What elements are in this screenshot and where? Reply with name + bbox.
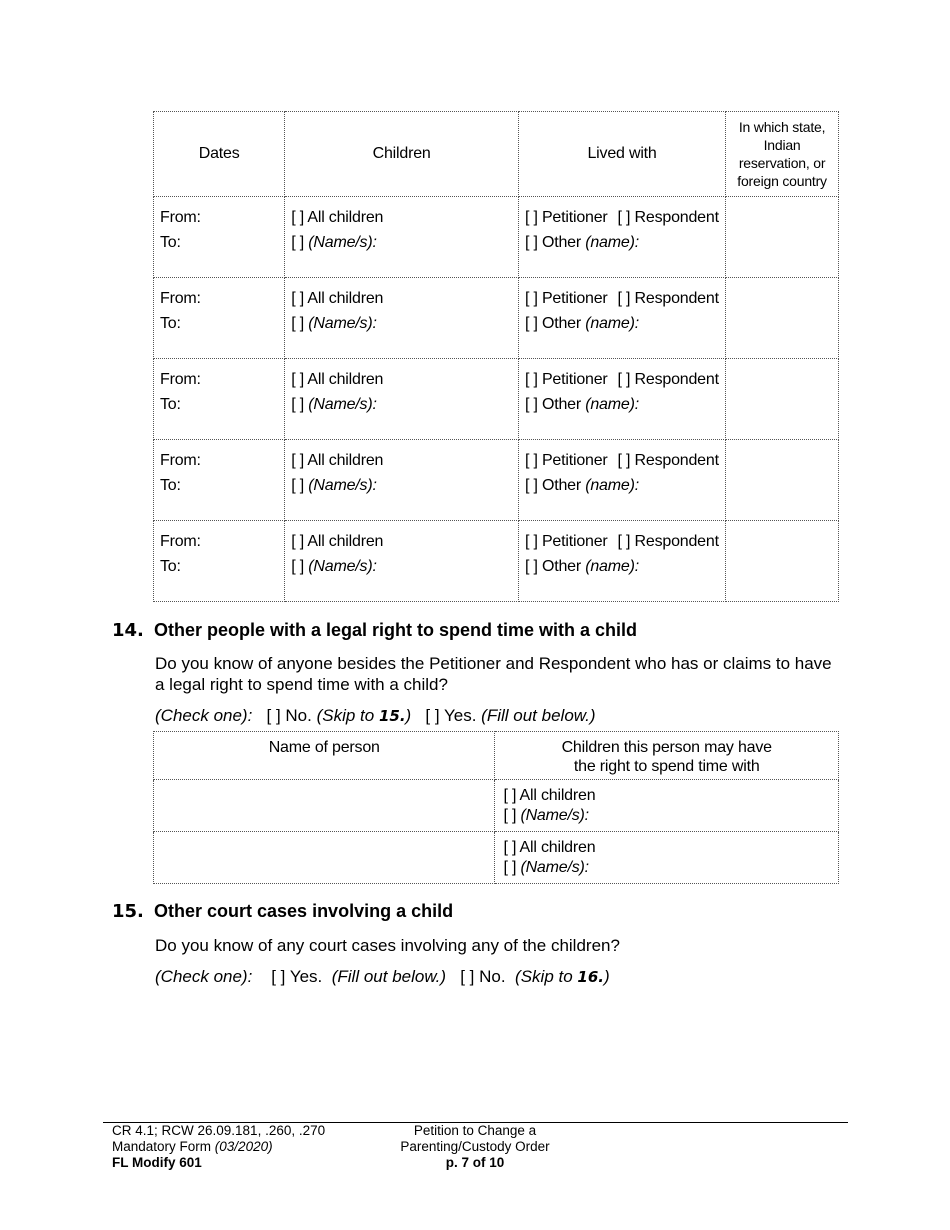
names-checkbox[interactable]: [ ] <box>503 859 517 876</box>
other-name-label: (name): <box>585 234 639 251</box>
fill-out-label: (Fill out below.) <box>481 706 596 725</box>
other-name-label: (name): <box>585 477 639 494</box>
footer-form-id: FL Modify 601 <box>112 1155 202 1170</box>
state-cell[interactable] <box>726 197 839 278</box>
lived-with-cell <box>518 440 725 521</box>
state-cell[interactable] <box>726 521 839 602</box>
from-label: From: <box>160 209 201 226</box>
section-15-heading <box>112 901 453 922</box>
state-cell[interactable] <box>726 440 839 521</box>
children-cell <box>285 278 519 359</box>
section-14-number: 14. <box>112 620 144 641</box>
children-cell <box>285 359 519 440</box>
other-name-label: (name): <box>585 315 639 332</box>
header-lived-with: Lived with <box>518 112 725 197</box>
children-cell <box>495 832 839 884</box>
dates-cell[interactable] <box>154 521 285 602</box>
names-checkbox[interactable]: [ ] <box>503 807 517 824</box>
skip-text: (Skip to <box>515 967 573 986</box>
respondent-checkbox[interactable]: [ ] Respondent <box>617 533 719 550</box>
check-one-label: (Check one): <box>155 706 253 725</box>
dates-cell[interactable] <box>154 197 285 278</box>
header-dates: Dates <box>154 112 285 197</box>
petitioner-checkbox[interactable]: [ ] Petitioner <box>524 533 608 550</box>
no-checkbox[interactable]: [ ] No. <box>460 967 506 986</box>
table-row <box>154 197 839 278</box>
header-children: Children <box>285 112 519 197</box>
skip-close: ) <box>405 706 412 725</box>
dates-cell[interactable] <box>154 359 285 440</box>
all-children-checkbox[interactable]: [ ] All children <box>503 839 596 856</box>
other-checkbox[interactable]: [ ] Other <box>524 234 581 251</box>
person-name-cell[interactable] <box>154 780 495 832</box>
names-checkbox[interactable]: [ ] <box>291 234 305 251</box>
table-row <box>154 278 839 359</box>
footer-page-number: p. 7 of 10 <box>445 1155 505 1170</box>
footer-center <box>385 1123 565 1171</box>
footer-statute: CR 4.1; RCW 26.09.181, .260, .270 <box>112 1123 326 1138</box>
respondent-checkbox[interactable]: [ ] Respondent <box>617 371 719 388</box>
state-cell[interactable] <box>726 278 839 359</box>
footer-title-line2: Parenting/Custody Order <box>400 1139 550 1154</box>
yes-checkbox[interactable]: [ ] Yes. <box>271 967 323 986</box>
names-label: (Name/s): <box>308 558 377 575</box>
names-label: (Name/s): <box>308 234 377 251</box>
other-checkbox[interactable]: [ ] Other <box>524 315 581 332</box>
header-name-of-person: Name of person <box>154 732 495 780</box>
children-cell <box>285 440 519 521</box>
skip-number: 16. <box>577 968 604 986</box>
section-15-title: Other court cases involving a child <box>154 901 454 921</box>
petitioner-checkbox[interactable]: [ ] Petitioner <box>524 371 608 388</box>
to-label: To: <box>160 477 181 494</box>
to-label: To: <box>160 558 181 575</box>
table-row <box>154 521 839 602</box>
fill-out-label: (Fill out below.) <box>331 967 447 986</box>
respondent-checkbox[interactable]: [ ] Respondent <box>617 209 719 226</box>
person-name-cell[interactable] <box>154 832 495 884</box>
names-label: (Name/s): <box>308 396 377 413</box>
petitioner-checkbox[interactable]: [ ] Petitioner <box>524 290 608 307</box>
section-15-number: 15. <box>112 901 144 922</box>
section-14-check-line <box>155 705 845 727</box>
skip-text: (Skip to <box>316 706 375 725</box>
header-children-line1: Children this person may have <box>561 739 772 756</box>
section-14-question: Do you know of anyone besides the Petitioner and Respondent who has or claims to have a legal right to spend time with a child? <box>155 654 832 694</box>
footer-mandatory <box>112 1139 325 1155</box>
names-checkbox[interactable]: [ ] <box>291 477 305 494</box>
footer-mandatory-label: Mandatory Form <box>112 1139 212 1154</box>
dates-cell[interactable] <box>154 440 285 521</box>
header-children-line2: the right to spend time with <box>573 758 760 775</box>
all-children-checkbox[interactable]: [ ] All children <box>291 533 384 550</box>
all-children-checkbox[interactable]: [ ] All children <box>291 290 384 307</box>
names-label: (Name/s): <box>520 807 589 824</box>
children-cell <box>285 521 519 602</box>
check-one-label: (Check one): <box>155 967 253 986</box>
other-checkbox[interactable]: [ ] Other <box>524 477 581 494</box>
to-label: To: <box>160 396 181 413</box>
section-15-question: Do you know of any court cases involving any of the children? <box>155 936 620 955</box>
skip-close: ) <box>604 967 610 986</box>
names-label: (Name/s): <box>308 477 377 494</box>
from-label: From: <box>160 533 201 550</box>
section-14-heading <box>112 620 637 641</box>
petitioner-checkbox[interactable]: [ ] Petitioner <box>524 209 608 226</box>
footer-title-line1: Petition to Change a <box>413 1123 537 1138</box>
footer-date: (03/2020) <box>214 1139 273 1154</box>
names-checkbox[interactable]: [ ] <box>291 558 305 575</box>
all-children-checkbox[interactable]: [ ] All children <box>291 371 384 388</box>
all-children-checkbox[interactable]: [ ] All children <box>291 209 384 226</box>
table-row <box>154 440 839 521</box>
table-row <box>154 359 839 440</box>
respondent-checkbox[interactable]: [ ] Respondent <box>617 452 719 469</box>
state-cell[interactable] <box>726 359 839 440</box>
respondent-checkbox[interactable]: [ ] Respondent <box>617 290 719 307</box>
table-row <box>154 780 839 832</box>
people-rights-table <box>153 731 839 884</box>
names-checkbox[interactable]: [ ] <box>291 315 305 332</box>
table-row <box>154 832 839 884</box>
from-label: From: <box>160 452 201 469</box>
dates-cell[interactable] <box>154 278 285 359</box>
names-label: (Name/s): <box>520 859 589 876</box>
children-cell <box>495 780 839 832</box>
skip-number: 15. <box>378 707 406 725</box>
lived-with-cell <box>518 359 725 440</box>
to-label: To: <box>160 315 181 332</box>
lived-with-cell <box>518 278 725 359</box>
from-label: From: <box>160 371 201 388</box>
all-children-checkbox[interactable]: [ ] All children <box>291 452 384 469</box>
people-table-header <box>154 732 839 780</box>
yes-checkbox[interactable]: [ ] Yes. <box>425 706 477 725</box>
other-checkbox[interactable]: [ ] Other <box>524 558 581 575</box>
other-name-label: (name): <box>585 396 639 413</box>
no-checkbox[interactable]: [ ] No. <box>266 706 312 725</box>
names-checkbox[interactable]: [ ] <box>291 396 305 413</box>
residence-history-table <box>153 111 839 602</box>
all-children-checkbox[interactable]: [ ] All children <box>503 787 596 804</box>
lived-with-cell <box>518 521 725 602</box>
to-label: To: <box>160 234 181 251</box>
other-checkbox[interactable]: [ ] Other <box>524 396 581 413</box>
petitioner-checkbox[interactable]: [ ] Petitioner <box>524 452 608 469</box>
lived-with-cell <box>518 197 725 278</box>
section-14-title: Other people with a legal right to spend time with a child <box>154 620 638 640</box>
footer-left <box>112 1123 325 1171</box>
names-label: (Name/s): <box>308 315 377 332</box>
header-state: In which state, Indian reservation, or foreign country <box>726 112 839 197</box>
header-children-rights <box>495 732 839 780</box>
other-name-label: (name): <box>585 558 639 575</box>
children-cell <box>285 197 519 278</box>
residence-table-header <box>154 112 839 197</box>
from-label: From: <box>160 290 201 307</box>
section-15-check-line <box>155 966 845 988</box>
